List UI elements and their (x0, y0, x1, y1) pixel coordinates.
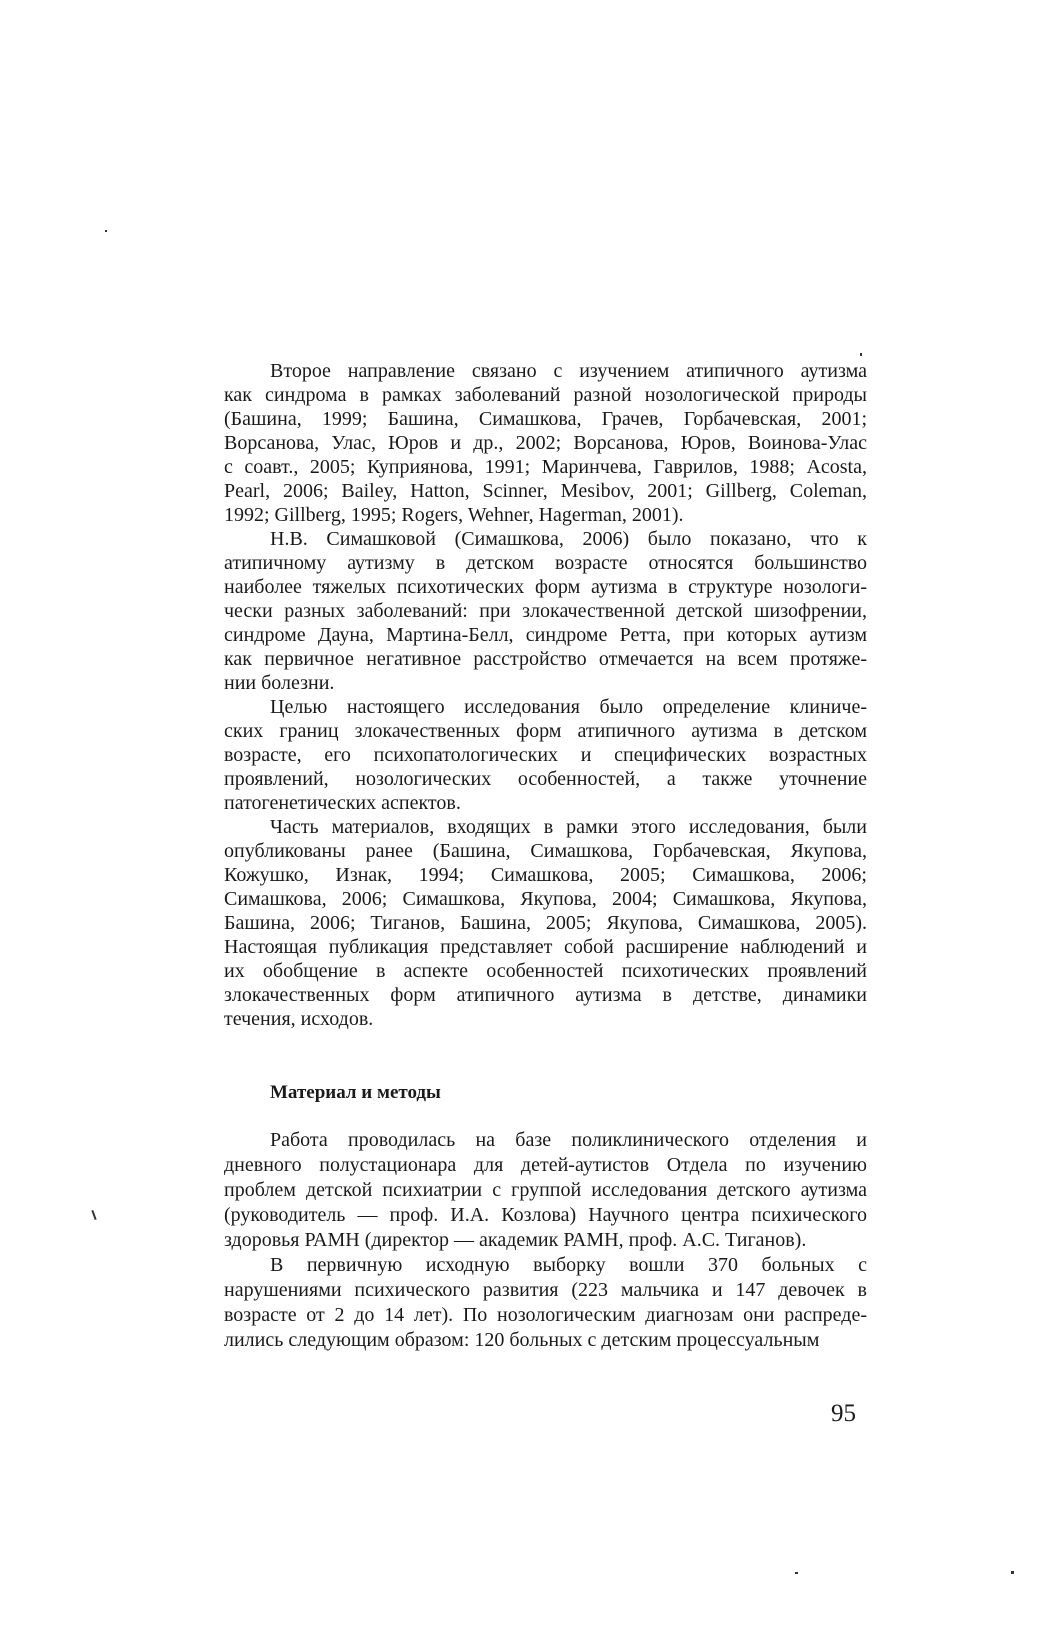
text-line-content: как первичное негативное расстройство отмечается на всем протяже- (224, 648, 867, 670)
text-line-content: нии болезни. (224, 672, 335, 694)
text-line (224, 983, 867, 1007)
text-line (224, 719, 867, 743)
text-line-content: патогенетических аспектов. (224, 792, 461, 814)
text-line (224, 599, 867, 623)
text-line-content: проблем детской психиатрии с группой исследования детского аутизма (224, 1179, 867, 1201)
text-line (224, 1153, 867, 1178)
text-line (224, 623, 867, 647)
text-line (224, 671, 867, 695)
text-line-content: Ворсанова, Улас, Юров и др., 2002; Ворсанова, Юров, Воинова-Улас (224, 432, 867, 454)
text-line-content: опубликованы ранее (Башина, Симашкова, Горбачевская, Якупова, (224, 840, 867, 862)
text-line (224, 1007, 867, 1031)
text-line (224, 695, 867, 719)
scan-speck (105, 230, 107, 232)
text-line-content: течения, исходов. (224, 1008, 374, 1030)
body-text-section-2 (224, 1128, 867, 1353)
text-line (224, 1328, 867, 1353)
text-line-content: возрасте, его психопатологических и специфических возрастных (224, 744, 867, 766)
text-line-content: наиболее тяжелых психотических форм аутизма в структуре нозологи- (224, 576, 867, 598)
text-line-content: злокачественных форм атипичного аутизма в детстве, динамики (224, 984, 867, 1006)
body-text-section-1 (224, 359, 867, 1031)
text-line-content: синдроме Дауна, Мартина-Белл, синдроме Ретта, при которых аутизм (224, 624, 867, 646)
text-line-content: как синдрома в рамках заболеваний разной нозологической природы (224, 384, 867, 406)
text-line (224, 647, 867, 671)
text-line-content: Целью настоящего исследования было определение клиниче- (270, 696, 867, 718)
text-line-content: возрасте от 2 до 14 лет). По нозологическим диагнозам они распреде- (224, 1304, 867, 1326)
text-line (224, 1128, 867, 1153)
text-line (224, 455, 867, 479)
text-line-content: (Башина, 1999; Башина, Симашкова, Грачев, Горбачевская, 2001; (224, 408, 867, 430)
text-line-content: их обобщение в аспекте особенностей психотических проявлений (224, 960, 867, 982)
text-line (224, 1203, 867, 1228)
text-line (224, 527, 867, 551)
text-line (224, 1278, 867, 1303)
text-line (224, 1253, 867, 1278)
page-number: 95 (831, 1400, 856, 1427)
text-line-content: Второе направление связано с изучением атипичного аутизма (270, 360, 867, 382)
text-line-content: Работа проводилась на базе поликлинического отделения и (270, 1129, 867, 1151)
text-line (224, 383, 867, 407)
scan-speck (860, 353, 862, 356)
text-line-content: лились следующим образом: 120 больных с детским процессуальным (224, 1329, 820, 1351)
scan-speck (795, 1572, 798, 1574)
text-line (224, 935, 867, 959)
text-line (224, 359, 867, 383)
text-line (224, 479, 867, 503)
text-line (224, 551, 867, 575)
text-line (224, 407, 867, 431)
text-line-content: Симашкова, 2006; Симашкова, Якупова, 2004; Симашкова, Якупова, (224, 888, 867, 910)
text-line-content: В первичную исходную выборку вошли 370 больных с (270, 1254, 867, 1276)
text-line-content: чески разных заболеваний: при злокачественной детской шизофрении, (224, 600, 867, 622)
text-line (224, 911, 867, 935)
text-line-content: Башина, 2006; Тиганов, Башина, 2005; Якупова, Симашкова, 2005). (224, 912, 867, 934)
text-line-content: Часть материалов, входящих в рамки этого исследования, были (270, 816, 867, 838)
text-line (224, 863, 867, 887)
text-line-content: здоровья РАМН (директор — академик РАМН, проф. А.С. Тиганов). (224, 1229, 807, 1251)
text-line-content: (руководитель — проф. И.А. Козлова) Научного центра психического (224, 1204, 867, 1226)
text-line (224, 791, 867, 815)
text-line-content: ских границ злокачественных форм атипичного аутизма в детском (224, 720, 867, 742)
text-line-content: дневного полустационара для детей-аутистов Отдела по изучению (224, 1154, 867, 1176)
text-line (224, 767, 867, 791)
text-line-content: с соавт., 2005; Куприянова, 1991; Маринчева, Гаврилов, 1988; Acosta, (224, 456, 867, 478)
text-line (224, 1303, 867, 1328)
text-line (224, 887, 867, 911)
text-line-content: 1992; Gillberg, 1995; Rogers, Wehner, Hagerman, 2001). (224, 504, 684, 526)
text-line (224, 503, 867, 527)
scan-speck (1011, 1571, 1014, 1574)
text-line (224, 743, 867, 767)
text-line (224, 815, 867, 839)
text-line-content: Кожушко, Изнак, 1994; Симашкова, 2005; Симашкова, 2006; (224, 864, 867, 886)
section-heading: Материал и методы (270, 1082, 441, 1103)
text-line (224, 959, 867, 983)
text-line-content: нарушениями психического развития (223 мальчика и 147 девочек в (224, 1279, 867, 1301)
text-line (224, 839, 867, 863)
text-line-content: Настоящая публикация представляет собой расширение наблюдений и (224, 936, 867, 958)
text-line (224, 1178, 867, 1203)
text-line-content: атипичному аутизму в детском возрасте относятся большинство (224, 552, 867, 574)
text-line (224, 575, 867, 599)
scan-speck (91, 1210, 96, 1220)
text-line (224, 1228, 867, 1253)
text-line (224, 431, 867, 455)
text-line-content: Pearl, 2006; Bailey, Hatton, Scinner, Mesibov, 2001; Gillberg, Coleman, (224, 480, 867, 502)
text-line-content: проявлений, нозологических особенностей, а также уточнение (224, 768, 867, 790)
text-line-content: Н.В. Симашковой (Симашкова, 2006) было показано, что к (270, 528, 867, 550)
